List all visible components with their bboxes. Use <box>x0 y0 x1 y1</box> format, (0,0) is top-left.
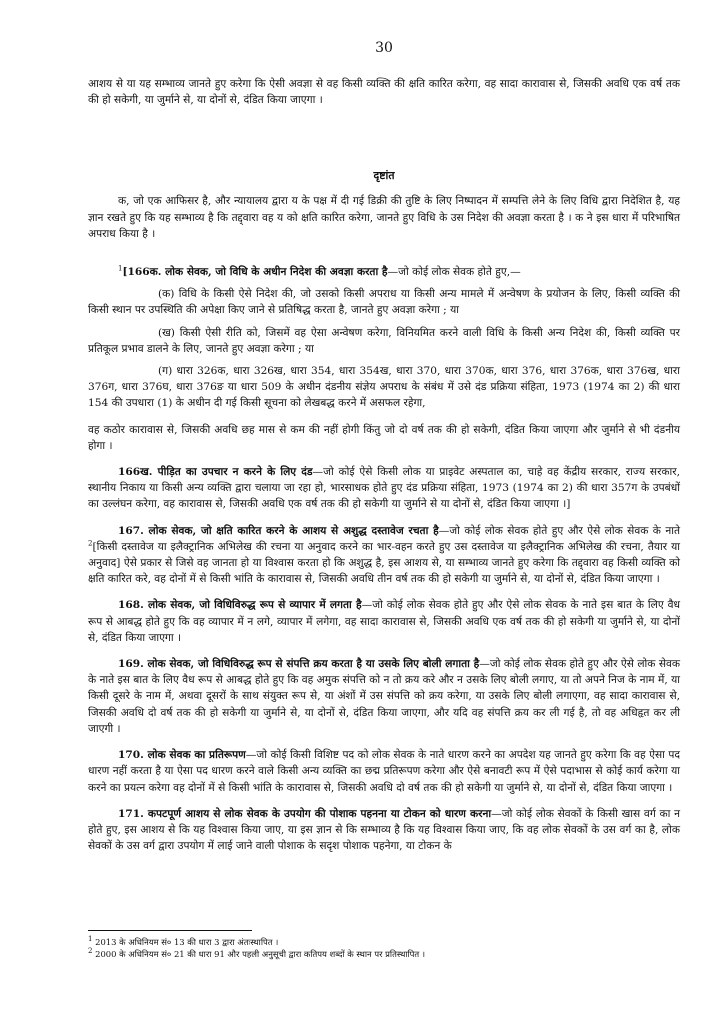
section-title: 171. कपटपूर्ण आशय से लोक सेवक के उपयोग की पोशाक पहनना या टोकन को धारण करना <box>118 807 492 820</box>
clause-b: (ख) किसी ऐसी रीति को, जिसमें वह ऐसा अन्वेषण करेगा, विनियमित करने वाली विधि के किसी अन्य निदेश की, किसी व्यक्ति पर प्रतिकूल प्रभाव डालने के लिए, जानते हुए अवज्ञा करेगा ; या <box>88 326 680 355</box>
section-167 <box>88 523 680 588</box>
footnotes <box>88 936 680 960</box>
clause-a: (क) विधि के किसी ऐसे निदेश की, जो उसको किसी अपराध या किसी अन्य मामले में अन्वेषण के प्रयोजन के लिए, किसी व्यक्ति की किसी स्थान पर उपस्थिति की अपेक्षा किए जाने से प्रतिषिद्ध करता है, जानते हुए अवज्ञा करेगा ; या <box>88 288 680 317</box>
footnote-marker: 1 <box>118 264 123 273</box>
illustration-paragraph: क, जो एक आफिसर है, और न्यायालय द्वारा य के पक्ष में दी गई डिक्री की तुष्टि के लिए निष्पादन में सम्पत्ति लेने के लिए विधि द्वारा निदेशित है, यह ज्ञान रखते हुए कि यह सम्भाव्य है कि तद्द्वारा वह य को क्षति कारित करेगा, जानते हुए विधि के उस निदेश की अवज्ञा करता है । क ने इस धारा में परिभाषित अपराध किया है । <box>88 195 680 240</box>
section-title: 167. लोक सेवक, जो क्षति कारित करने के आशय से अशुद्ध दस्तावेज रचता है <box>118 524 439 537</box>
footnote-marker: 1 <box>88 935 93 944</box>
section-title: 168. लोक सेवक, जो विधिविरुद्ध रूप से व्यापार में लगता है <box>118 599 362 612</box>
section-text: [किसी दस्तावेज या इलैक्ट्रानिक अभिलेख की रचना या अनुवाद करने का भार-वहन करते हुए उस दस्तावेज या इलैक्ट्रानिक अभिलेख की रचना, तैयार या अनुवाद] ऐसे प्रकार से जिसे वह जानता हो या विश्वास करता हो कि अशुद्ध है, इस आशय से, या सम्भाव्य जानते हुए करेगा कि तद्द्वारा वह किसी व्यक्ति को क्षति कारित करे, वह दोनों में से किसी भांति के कारावास से, जिसकी अवधि तीन वर्ष तक की हो सकेगी या जुर्माने से, या दोनों से, दंडित किया जाएगा । <box>88 540 680 586</box>
section-text: —जो कोई लोक सेवकों के किसी खास वर्ग का न होते हुए, इस आशय से कि यह विश्वास किया जाए, या इस ज्ञान से कि सम्भाव्य है कि यह विश्वास किया जाए, कि वह लोक सेवकों के उस वर्ग का है, लोक सेवकों के उस वर्ग द्वारा उपयोग में लाई जाने वाली पोशाक के सदृश पोशाक पहनेगा, या टोकन के <box>88 807 680 853</box>
footnote-text: 2000 के अधिनियम सं० 21 की धारा 91 और पहली अनुसूची द्वारा कतिपय शब्दों के स्थान पर प्रतिस्थापित । <box>95 949 426 959</box>
illustration-heading: दृष्टांत <box>373 169 395 183</box>
footnote-1 <box>88 936 680 948</box>
page-number: 30 <box>375 40 393 56</box>
section-text: —जो कोई किसी विशिष्ट पद को लोक सेवक के नाते धारण करने का अपदेश यह जानते हुए करेगा कि वह ऐसा पद धारण नहीं करता है या ऐसा पद धारण करने वाले किसी अन्य व्यक्ति का छद्म प्रतिरूपण करेगा और ऐसे बनावटी रूप में ऐसे पदाभास से कोई कार्य करेगा या करने का प्रयत्न करेगा वह दोनों में से किसी भांति के कारावास से, जिसकी अवधि दो वर्ष तक की हो सकेगी या जुर्माने से, या दोनों से, दंडित किया जाएगा । <box>88 749 680 794</box>
footnote-marker: 2 <box>88 539 93 548</box>
section-title: 170. लोक सेवक का प्रतिरूपण <box>118 749 246 762</box>
section-text: —जो कोई लोक सेवक होते हुए और ऐसे लोक सेवक के नाते <box>438 524 680 537</box>
section-text: —जो कोई लोक सेवक होते हुए और ऐसे लोक सेवक के नाते इस बात के लिए वैध रूप से आबद्ध होते हुए कि वह अमुक संपत्ति को न तो क्रय करे और न उसके लिए बोली लगाए, या तो अपने निज के नाम में, या किसी दूसरे के नाम में, अथवा दूसरों के साथ संयुक्त रूप से, या अंशों में उस संपत्ति को क्रय करेगा, या उसके लिए बोली लगाएगा, वह सादा कारावास से, जिसकी अवधि दो वर्ष तक की हो सकेगी या जुर्माने से, या दोनों से, दंडित किया जाएगा, और यदि वह संपत्ति क्रय कर ली गई है, तो वह अधिहृत कर ली जाएगी । <box>88 658 681 735</box>
section-title: [166क. लोक सेवक, जो विधि के अधीन निदेश की अवज्ञा करता है <box>122 266 388 279</box>
section-170 <box>88 747 680 796</box>
footnote-text: 2013 के अधिनियम सं० 13 की धारा 3 द्वारा अंतःस्थापित । <box>95 937 279 947</box>
section-text: —जो कोई लोक सेवक होते हुए और ऐसे लोक सेवक के नाते इस बात के लिए वैध रूप से आबद्ध होते हुए कि वह व्यापार में न लगे, व्यापार में लगेगा, वह सादा कारावास से, जिसकी अवधि एक वर्ष तक की हो सकेगी या जुर्माने से, या दोनों से, दंडित किया जाएगा । <box>88 599 680 644</box>
section-166a <box>88 264 680 280</box>
section-text: —जो कोई ऐसे किसी लोक या प्राइवेट अस्पताल का, चाहे वह केंद्रीय सरकार, राज्य सरकार, स्थानीय निकाय या किसी अन्य व्यक्ति द्वारा चलाया जा रहा हो, भारसाधक होते हुए दंड प्रक्रिया संहिता, 1973 (1974 का 2) की धारा 357ग के उपबंधों का उल्लंघन करेगा, वह कारावास से, जिसकी अवधि एक वर्ष तक की हो सकेगी या जुर्माने से या दोनों से, दंडित किया जाएगा ।] <box>88 466 680 511</box>
footnote-marker: 2 <box>88 947 93 956</box>
clause-c: (ग) धारा 326क, धारा 326ख, धारा 354, धारा 354ख, धारा 370, धारा 370क, धारा 376, धारा 376क, धारा 376ख, धारा 376ग, धारा 376घ, धारा 376ङ या धारा 509 के अधीन दंडनीय संज्ञेय अपराध के संबंध में उसे दंड प्रक्रिया संहिता, 1973 (1974 का 2) की धारा 154 की उपधारा (1) के अधीन दी गई किसी सूचना को लेखबद्ध करने में असफल रहेगा, <box>88 365 680 410</box>
penalty-paragraph: वह कठोर कारावास से, जिसकी अवधि छह मास से कम की नहीं होगी किंतु जो दो वर्ष तक की हो सकेगी, दंडित किया जाएगा और जुर्माने से भी दंडनीय होगा । <box>88 423 680 452</box>
section-title: 166ख. पीड़ित का उपचार न करने के लिए दंड <box>118 466 313 479</box>
section-lead: —जो कोई लोक सेवक होते हुए,— <box>387 266 521 279</box>
section-title: 169. लोक सेवक, जो विधिविरुद्ध रूप से संपत्ति क्रय करता है या उसके लिए बोली लगाता है <box>118 658 480 671</box>
section-169 <box>88 656 680 737</box>
section-171 <box>88 806 680 855</box>
page-body <box>88 40 680 854</box>
footnote-2 <box>88 948 680 960</box>
section-166b <box>88 464 680 513</box>
intro-paragraph: आशय से या यह सम्भाव्य जानते हुए करेगा कि ऐसी अवज्ञा से वह किसी व्यक्ति की क्षति कारित करेगा, वह सादा कारावास से, जिसकी अवधि एक वर्ष तक की हो सकेगी, या जुर्माने से, या दोनों से, दंडित किया जाएगा । <box>88 78 680 107</box>
section-168 <box>88 597 680 646</box>
footnote-divider <box>88 930 252 931</box>
